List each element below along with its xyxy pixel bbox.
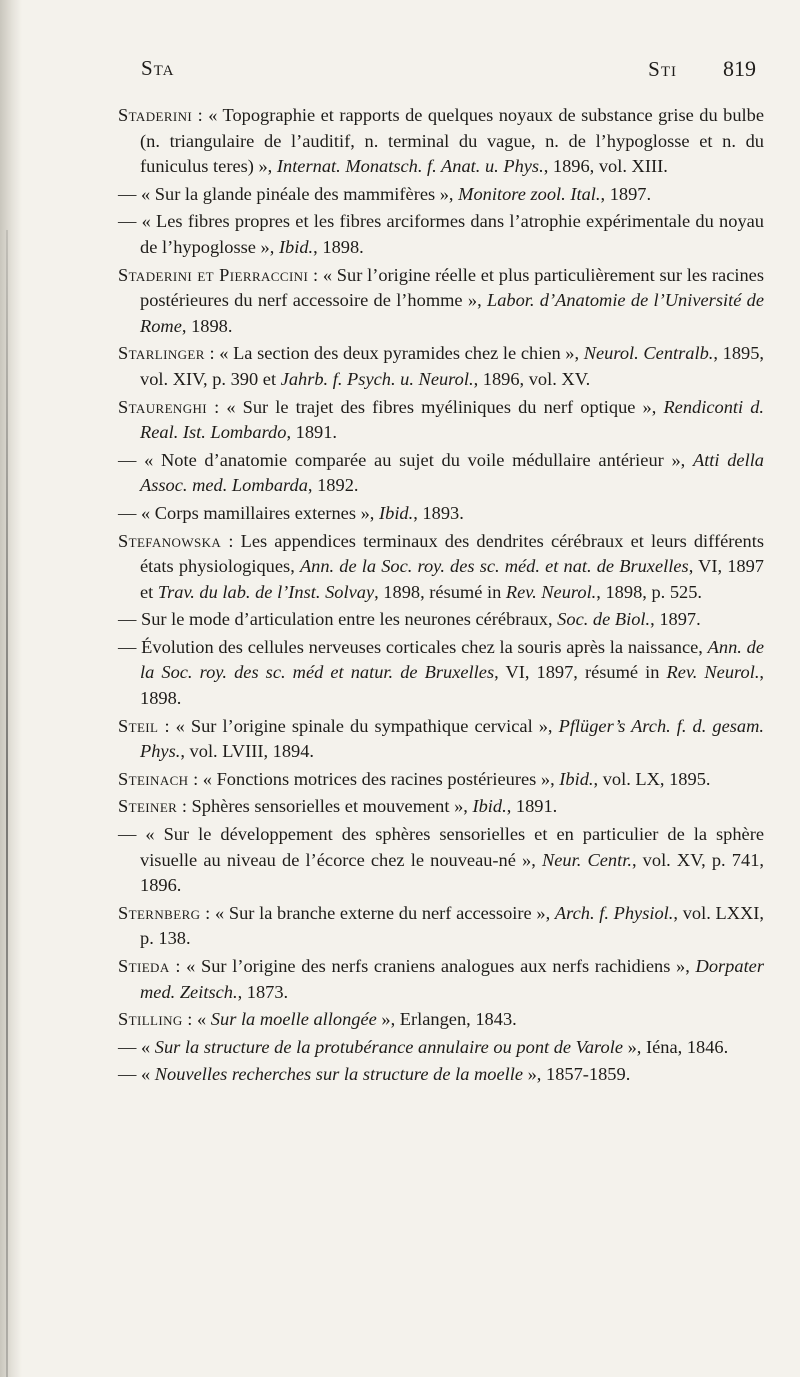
bib-entry <box>118 714 764 765</box>
bib-entry <box>118 341 764 392</box>
entry-text: : « Sur le trajet des fibres myéliniques du nerf optique », <box>207 396 664 417</box>
entry-author: Staderini <box>118 105 193 125</box>
bib-entry <box>118 103 764 180</box>
entry-journal: Rendiconti d. Real. Ist. Lombardo <box>140 396 764 443</box>
entry-text: — « Note d’anatomie comparée au sujet du voile médullaire antérieur », <box>118 449 693 470</box>
entry-text: : « Fonctions motrices des racines postérieures », <box>188 768 560 789</box>
running-header <box>141 56 756 86</box>
entry-tail: , 1897. <box>650 609 701 630</box>
entry-journal-2: Rev. Neurol. <box>666 662 760 683</box>
entry-tail: , 1892. <box>307 475 359 496</box>
entry-author: Sternberg <box>118 902 201 923</box>
entry-tail: , 1898. <box>313 236 364 257</box>
entry-text: : « Sur la branche externe du nerf accessoire », <box>200 902 555 923</box>
entry-text: — « Corps mamillaires externes », <box>118 502 379 523</box>
entry-tail: », Iéna, 1846. <box>623 1036 729 1057</box>
header-right <box>648 56 756 82</box>
entry-author: Staderini et Pierraccini <box>118 264 309 285</box>
entry-journal: Sur la structure de la protubérance annulaire ou pont de Varole <box>154 1036 624 1057</box>
entry-tail: , 1891. <box>506 796 558 817</box>
entry-journal: Soc. de Biol. <box>557 609 651 630</box>
entry-tail: , VI, 1897, résumé in <box>494 662 667 683</box>
bib-entry <box>118 1035 764 1061</box>
entry-text: — Sur le mode d’articulation entre les neurones cérébraux, <box>118 609 558 630</box>
bib-entry <box>118 901 764 952</box>
bib-entry <box>118 529 764 606</box>
bib-entry <box>118 1062 764 1088</box>
entry-journal: Atti della Assoc. med. Lombarda <box>140 449 765 496</box>
bib-entry <box>118 822 764 899</box>
entry-journal: Internat. Monatsch. f. Anat. u. Phys. <box>276 156 544 177</box>
page-edge-shadow <box>0 0 22 1377</box>
entry-text: : Les appendices terminaux des dendrites cérébraux et leurs différents états physiologiques, <box>140 530 764 577</box>
entry-journal: Nouvelles recherches sur la structure de la moelle <box>154 1064 524 1085</box>
entry-author: Stilling <box>118 1009 183 1030</box>
bib-entry <box>118 607 764 633</box>
entry-text: — « Les fibres propres et les fibres arciformes dans l’atrophie expérimentale du noyau de l’hypoglosse », <box>118 211 764 257</box>
entry-text: — « <box>118 1064 155 1085</box>
entry-tail: , 1897. <box>600 183 652 204</box>
entry-tail: , vol. XV, p. 741, 1896. <box>140 849 764 896</box>
entry-journal-3: Rev. Neurol. <box>505 581 597 602</box>
entry-text: : « Sur l’origine réelle et plus particulièrement sur les racines postérieures du nerf accessoire de l’homme », <box>140 264 764 311</box>
entry-text: — « Sur le développement des sphères sensorielles et en particulier de la sphère visuelle au niveau de l’écorce chez le nouveau-né », <box>118 824 764 870</box>
entry-author: Steiner <box>118 796 178 817</box>
bib-entry <box>118 501 764 527</box>
entry-tail: », Erlangen, 1843. <box>376 1009 517 1030</box>
binding-gutter <box>6 230 8 1377</box>
entry-tail: , vol. LXXI, p. 138. <box>140 902 765 949</box>
entry-tail: , 1893. <box>413 502 464 523</box>
entry-text: : « Sur l’origine spinale du sympathique cervical », <box>158 715 559 736</box>
bib-entry <box>118 794 764 820</box>
entry-tail: , VI, 1897 et <box>140 556 764 602</box>
entry-author: Staurenghi <box>118 396 208 417</box>
bib-entry <box>118 209 764 260</box>
entry-journal: Arch. f. Physiol. <box>554 902 674 923</box>
entry-journal: Sur la moelle allongée <box>210 1009 377 1030</box>
bib-entry <box>118 954 764 1005</box>
entry-text: — Évolution des cellules nerveuses corticales chez la souris après la naissance, <box>118 636 708 657</box>
entry-tail: , vol. LVIII, 1894. <box>180 741 315 762</box>
entry-author: Steinach <box>118 768 189 789</box>
entry-tail-3: , 1898, p. 525. <box>596 581 703 602</box>
entry-journal: Labor. d’Anatomie de l’Université de Rome <box>140 290 765 336</box>
entry-journal: Ann. de la Soc. roy. des sc. méd et natur. de Bruxelles <box>140 636 764 683</box>
entry-author: Steil <box>118 715 159 736</box>
bib-entry <box>118 635 764 712</box>
page-number: 819 <box>723 56 756 81</box>
header-left: Sta <box>141 56 175 80</box>
entry-journal-2: Jahrb. f. Psych. u. Neurol. <box>280 368 474 389</box>
entry-text: : « La section des deux pyramides chez le chien », <box>204 343 584 364</box>
entry-journal: Neurol. Centralb. <box>583 343 714 364</box>
entry-text: : Sphères sensorielles et mouvement », <box>177 796 473 817</box>
entry-text: : « <box>182 1009 211 1030</box>
bib-entry <box>118 1007 764 1033</box>
bib-entry <box>118 263 764 340</box>
entry-journal: Neur. Centr. <box>542 849 632 870</box>
entry-text: : « Sur l’origine des nerfs craniens analogues aux nerfs rachidiens », <box>169 956 696 976</box>
entry-tail: , vol. LX, 1895. <box>593 768 711 789</box>
entry-tail-2: , 1898, résumé in <box>374 581 506 602</box>
entry-journal: Pflüger’s Arch. f. d. gesam. Phys. <box>140 715 764 762</box>
entry-text: — « <box>118 1036 155 1057</box>
entry-journal: Ibid. <box>379 502 414 523</box>
entry-journal: Ibid. <box>472 796 507 817</box>
entry-tail: , 1891. <box>286 422 338 443</box>
entry-journal: Dorpater med. Zeitsch. <box>140 956 764 1002</box>
entry-text: — « Sur la glande pinéale des mammifères », <box>118 183 459 204</box>
entry-tail: », 1857-1859. <box>523 1064 631 1085</box>
entry-author: Starlinger <box>118 343 205 364</box>
entry-tail: , 1896, vol. XIII. <box>543 156 668 177</box>
entry-tail: , 1895, vol. XIV, p. 390 et <box>140 343 765 389</box>
bib-entry <box>118 448 764 499</box>
entry-tail-2: , 1898. <box>140 662 765 709</box>
entry-tail: , 1873. <box>237 981 289 1002</box>
bibliography-list <box>118 103 764 1090</box>
bib-entry <box>118 767 764 793</box>
bib-entry <box>118 395 764 446</box>
entry-tail: , 1898. <box>181 315 233 336</box>
entry-tail-2: , 1896, vol. XV. <box>473 368 591 389</box>
entry-author: Stieda <box>118 956 170 976</box>
header-right-label: Sti <box>648 57 677 81</box>
entry-journal-2: Trav. du lab. de l’Inst. Solvay <box>157 581 375 602</box>
entry-journal: Ibid. <box>559 768 594 789</box>
entry-journal: Ann. de la Soc. roy. des sc. méd. et nat. de Bruxelles <box>299 556 689 577</box>
entry-text: : « Topographie et rapports de quelques noyaux de substance grise du bulbe (n. triangulaire de l’auditif, n. terminal du vague, n. de l’hypoglosse et n. du funiculus teres) », <box>140 105 764 177</box>
entry-journal: Ibid. <box>278 236 314 257</box>
bib-entry <box>118 182 764 208</box>
entry-author: Stefanowska <box>118 530 222 551</box>
entry-journal: Monitore zool. Ital. <box>458 183 601 204</box>
